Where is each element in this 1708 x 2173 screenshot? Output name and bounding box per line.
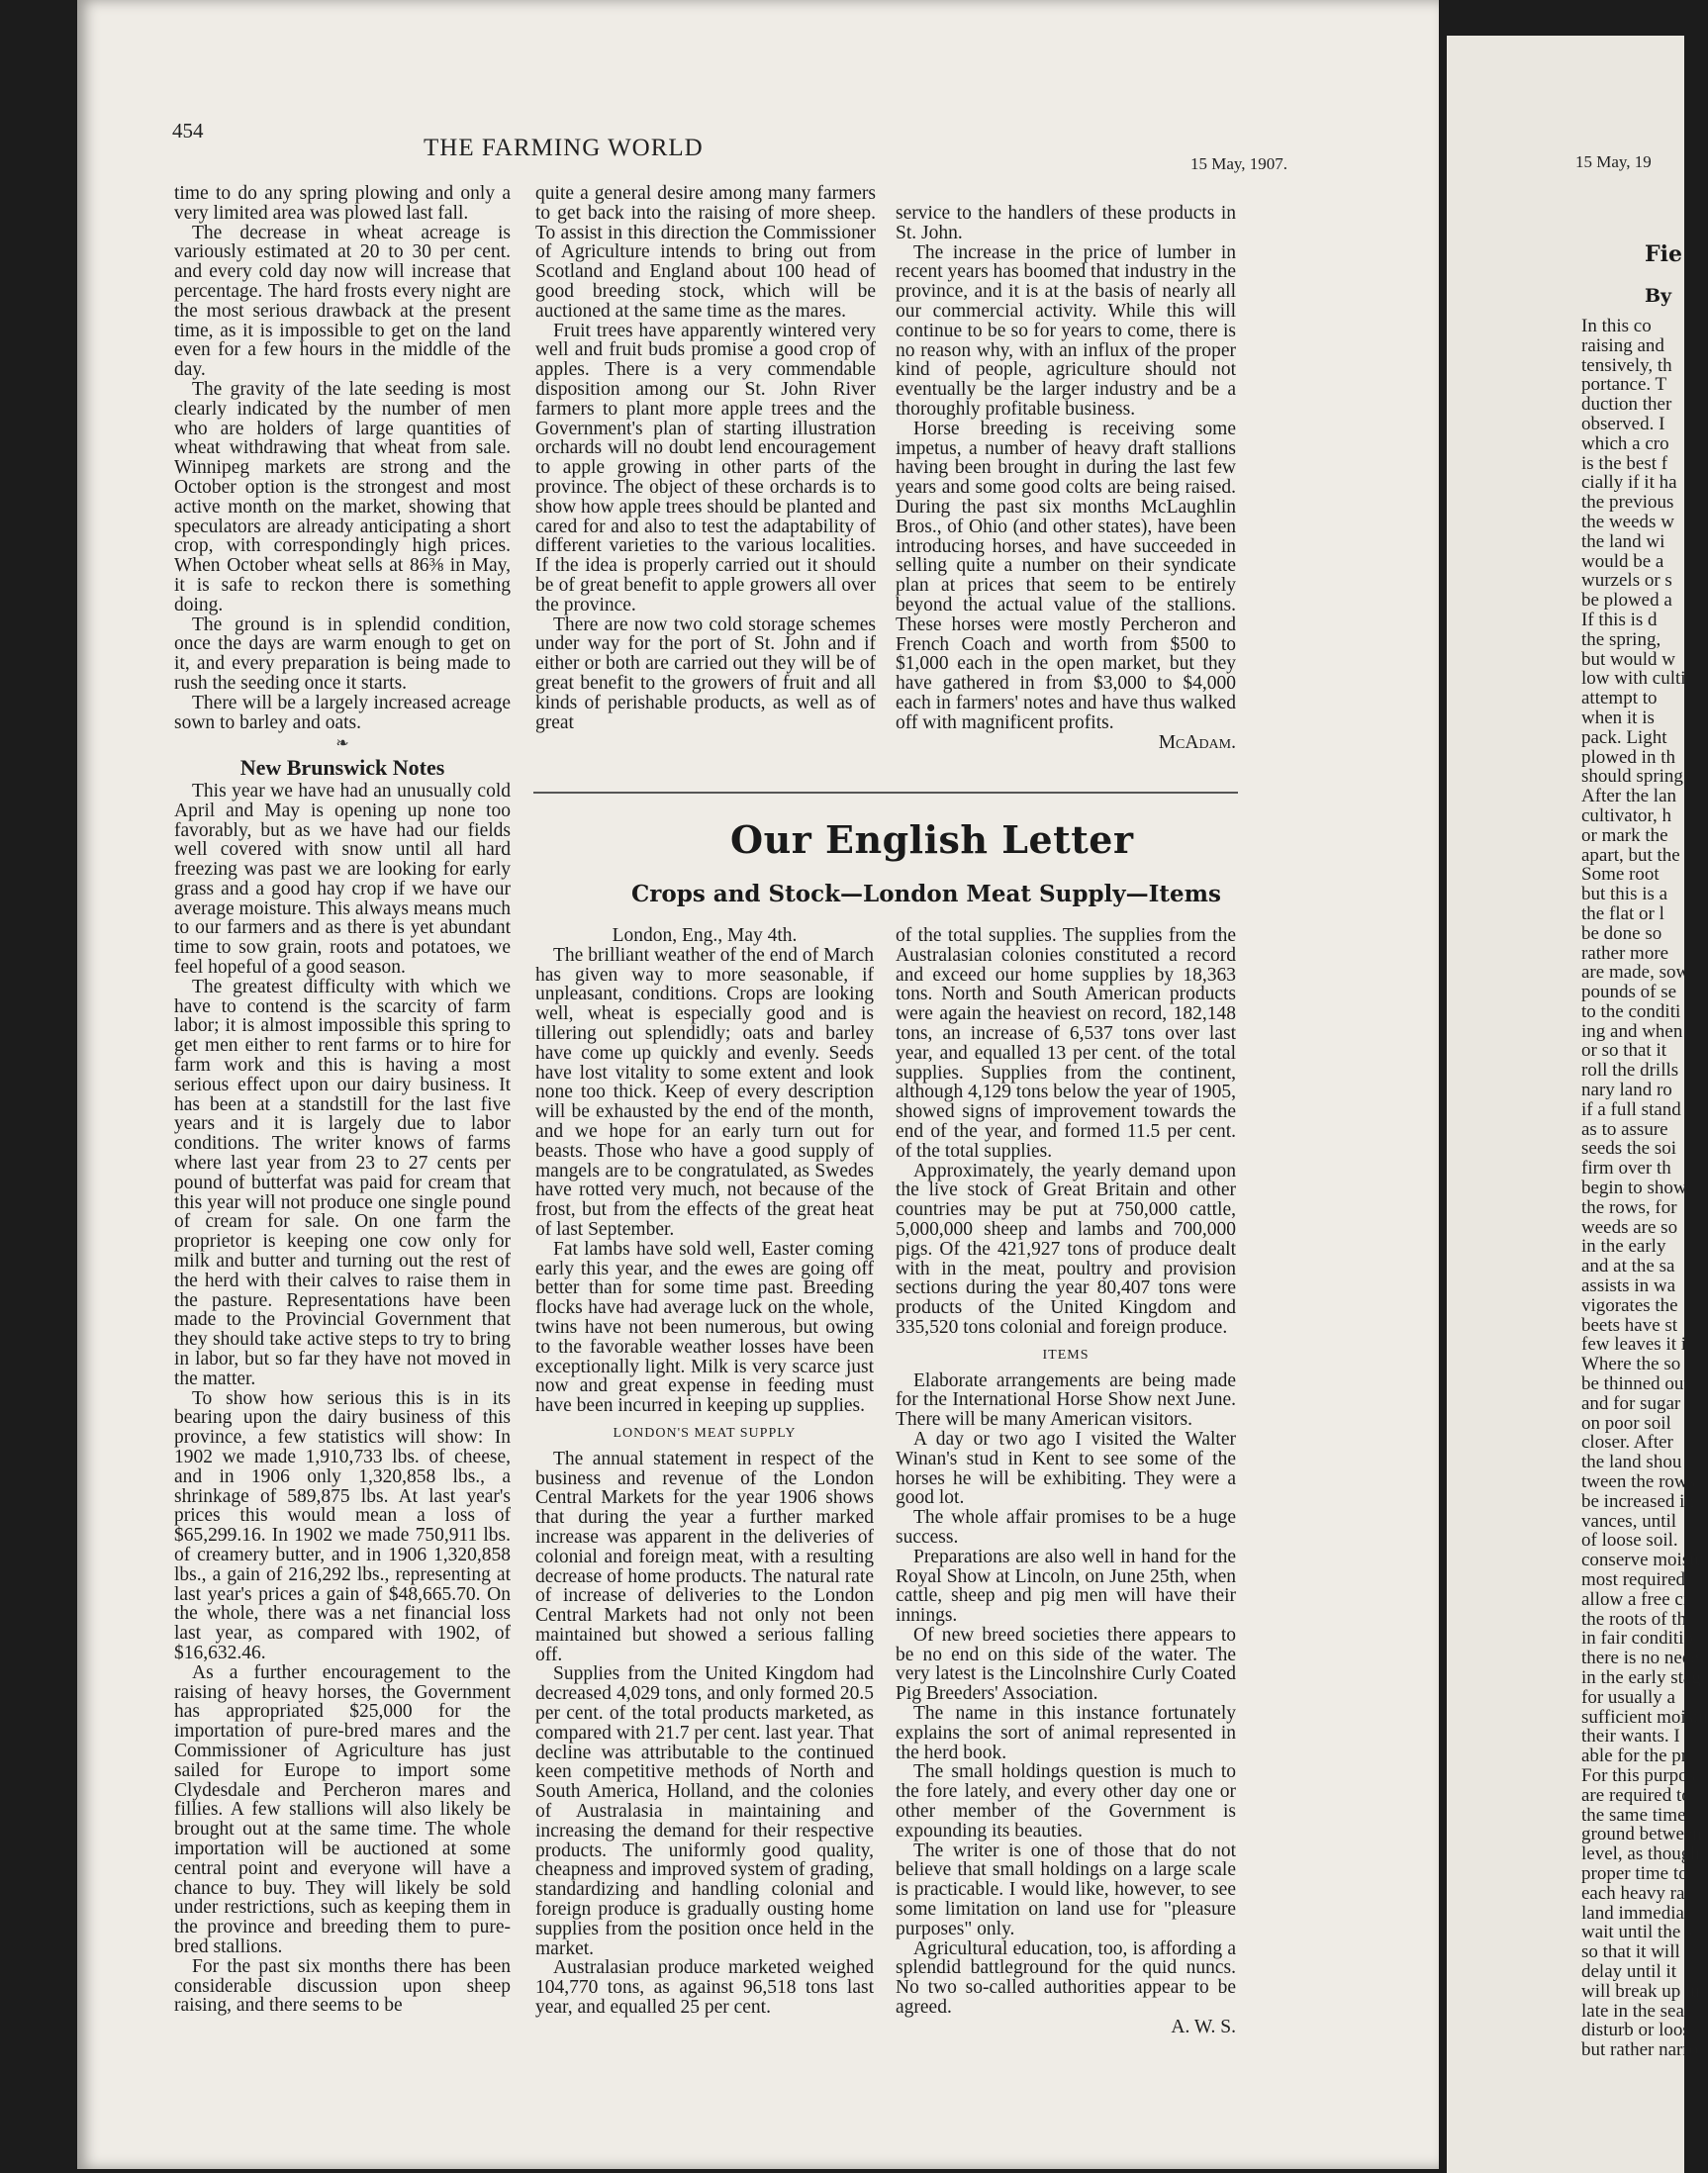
text-line: most required	[1581, 1569, 1686, 1590]
text-line: closer. After	[1581, 1432, 1673, 1454]
text-line: land immediat	[1581, 1902, 1690, 1924]
text-line: the rows, for	[1581, 1196, 1677, 1218]
text-line: rather more	[1581, 942, 1669, 964]
text-line: but rather narro	[1581, 2039, 1699, 2061]
text-line: portance. T	[1581, 374, 1667, 396]
paragraph: time to do any spring plowing and only a very limited area was plowed last fall.	[174, 183, 511, 224]
text-line: wurzels or s	[1581, 570, 1672, 592]
paragraph: The writer is one of those that do not believe that small holdings on a large scale is practicable. I would like, however, to see some limitation on land use for "pleasure purposes" only.	[896, 1840, 1236, 1939]
english-letter-column-1	[535, 926, 874, 2124]
text-line: cially if it ha	[1581, 472, 1677, 494]
text-line: vigorates the	[1581, 1294, 1678, 1316]
text-line: observed. I	[1581, 413, 1665, 434]
text-line: nary land ro	[1581, 1080, 1672, 1101]
text-line: late in the sea	[1581, 2000, 1684, 2022]
paragraph: Approximately, the yearly demand upon the live stock of Great Britain and other countries may be put at 750,000 cattle, 5,000,000 sheep and lambs and 700,000 pigs. Of the 421,927 tons of produce dealt with in the meat, poultry and provision sections during the year 80,407 tons were products of the United Kingdom and 335,520 tons colonial and foreign produce.	[896, 1160, 1236, 1338]
text-line: begin to show	[1581, 1178, 1687, 1199]
facing-page-heading: Fie	[1645, 241, 1682, 267]
paragraph: Elaborate arrangements are being made for the International Horse Show next June. There will be many American visitors.	[896, 1370, 1236, 1431]
paragraph: The increase in the price of lumber in recent years has boomed that industry in the province, and it is at the basis of nearly all our commercial activity. While this will continue to be so for years to come, there is no reason why, with an influx of the proper kind of people, agriculture should not eventually be the larger industry and be a thoroughly profitable business.	[896, 241, 1236, 420]
text-line: able for the pr	[1581, 1746, 1688, 1767]
dateline: London, Eng., May 4th.	[612, 925, 798, 946]
text-line: in fair conditio	[1581, 1628, 1693, 1650]
text-line: in the early stag	[1581, 1666, 1701, 1688]
text-line: when it is	[1581, 707, 1655, 728]
paragraph: The decrease in wheat acreage is variously estimated at 20 to 30 per cent. and every cold day now will increase that percentage. The hard frosts every night are the most serious drawback at the present time, as it is impossible to get on the land even for a few hours in the middle of the day.	[174, 222, 511, 381]
text-line: in the early	[1581, 1236, 1666, 1258]
signature: A. W. S.	[1171, 2016, 1236, 2037]
text-line: or so that it	[1581, 1040, 1667, 1062]
paragraph: A day or two ago I visited the Walter Winan's stud in Kent to see some of the horses he will be exhibiting. They were a good lot.	[896, 1428, 1236, 1509]
paragraph: Horse breeding is receiving some impetus, a number of heavy draft stallions having been brought in during the last few years and some good colts are being raised. During the past six months McLaughlin Bros., of Ohio (and other states), have been introducing horses, and have succeeded in selling quite a number on their syndicate plan at prices that seem to be entirely beyond the actual value of the stallions. These horses were mostly Percheron and French Coach and worth from $500 to $1,000 each in the open market, but they have gathered in from $3,000 to $4,000 each in farmers' notes and have thus walked off with magnificent profits.	[896, 418, 1236, 733]
text-line: but would w	[1581, 648, 1675, 670]
text-line: which a cro	[1581, 432, 1669, 454]
text-line: would be a	[1581, 550, 1664, 572]
text-line: should spring	[1581, 766, 1683, 788]
text-line: conserve moistu	[1581, 1550, 1705, 1571]
running-title: THE FARMING WORLD	[424, 135, 704, 161]
text-line: Some root	[1581, 864, 1660, 886]
text-line: If this is d	[1581, 609, 1658, 630]
subheading-meat-supply: LONDON'S MEAT SUPPLY	[613, 1425, 797, 1441]
magazine-page	[77, 0, 1439, 2169]
facing-page-fragment	[1447, 36, 1708, 2173]
text-line: duction ther	[1581, 394, 1672, 416]
text-line: For this purpos	[1581, 1764, 1696, 1786]
text-line: be done so	[1581, 922, 1662, 944]
text-line: plowed in th	[1581, 746, 1675, 768]
text-line: cultivator, h	[1581, 804, 1672, 826]
paragraph: The name in this instance fortunately explains the sort of animal represented in the herd book.	[896, 1703, 1236, 1763]
text-line: to the conditi	[1581, 1000, 1681, 1022]
text-line: or mark the	[1581, 824, 1668, 846]
paragraph: The brilliant weather of the end of March has given way to more seasonable, if unpleasant, conditions. Crops are looking well, wheat is especially good and is tillering out splendidly; oats and barley have come up quickly and evenly. Seeds have lost vitality to some extent and look none too thick. Keep of every description will be exhausted by the end of the month, and we hope for an early turn out for beasts. Those who have a good supply of mangels are to be congratulated, as Swedes have rotted very much, not because of the frost, but from the effects of the great heat of last September.	[535, 944, 874, 1240]
text-line: attempt to	[1581, 688, 1658, 709]
paragraph: of the total supplies. The supplies from the Australasian colonies constituted a record and exceed our home supplies by 18,363 tons. North and South American products were again the heaviest on record, 182,148 tons, an increase of 6,537 tons over last year, and equalled 13 per cent. of the total supplies. Supplies from the continent, although 4,129 tons below the year of 1905, showed signs of improvement towards the end of the year, and formed 11.5 per cent. of the total supplies.	[896, 925, 1236, 1162]
text-line: ing and when	[1581, 1020, 1683, 1042]
text-line: Where the so	[1581, 1354, 1681, 1375]
paragraph: Preparations are also well in hand for the Royal Show at Lincoln, on June 25th, when cattle, sheep and pig men will have their innings.	[896, 1546, 1236, 1627]
paragraph: Australasian produce marketed weighed 104,770 tons, as against 96,518 tons last year, and equalled 25 per cent.	[535, 1957, 874, 2019]
text-line: the previous	[1581, 492, 1674, 514]
text-line: be thinned out	[1581, 1373, 1689, 1395]
paragraph: service to the handlers of these products in St. John.	[896, 203, 1236, 243]
text-line: on poor soil	[1581, 1412, 1671, 1434]
text-line: are made, sow	[1581, 962, 1690, 984]
text-line: low with culti	[1581, 668, 1686, 690]
paragraph: The small holdings question is much to the fore lately, and every other day one or other member of the Government is expounding its beauties.	[896, 1761, 1236, 1842]
paragraph: Supplies from the United Kingdom had decreased 4,029 tons, and only formed 20.5 per cent. of the total products marketed, as compared with 21.7 per cent. last year. That decline was attributable to the continued keen competitive methods of North and South America, Holland, and the colonies of Australasia in maintaining and increasing the demand for their respective products. The uniformly good quality, cheapness and improved system of grading, standardizing and handling colonial and foreign produce is gradually ousting home supplies from the position once held in the market.	[535, 1663, 874, 1959]
text-line: disturb or loos	[1581, 2020, 1690, 2041]
text-line: In this co	[1581, 316, 1652, 336]
paragraph: For the past six months there has been considerable discussion upon sheep raising, and there seems to be	[174, 1955, 511, 2017]
paragraph: To show how serious this is in its bearing upon the dairy business of this province, a few statistics will show: In 1902 we made 1,910,733 lbs. of cheese, and in 1906 only 1,320,858 lbs., a shrinkage of 589,875 lbs. At last year's prices this would mean a loss of $65,299.16. In 1902 we made 750,911 lbs. of creamery butter, and in 1906 1,320,858 lbs., a gain of 216,292 lbs., representing at last year's prices a gain of $48,665.70. On the whole, there was a net financial loss last year, as compared with 1902, of $16,632.46.	[174, 1387, 511, 1663]
text-line: if a full stand	[1581, 1098, 1681, 1120]
paragraph: The greatest difficulty with which we have to contend is the scarcity of farm labor; it is almost impossible this spring to get men either to rent farms or to hire for farm work and this is having a most serious effect upon our dairy business. It has been at a standstill for the last five years and it is largely due to labor conditions. The writer knows of farms where last year from 23 to 27 cents per pound of butterfat was paid for cream that this year will not produce one single pound of cream for sale. On one farm the proprietor is keeping one cow only for milk and butter and turning out the rest of the herd with their calves to raise them in the pasture. Representations have been made to the Provincial Government that they should take active steps to try to bring in labor, but so far they have not moved in the matter.	[174, 976, 511, 1389]
page-number: 454	[172, 119, 204, 142]
english-letter-column-2	[896, 926, 1236, 2133]
text-line: vances, until	[1581, 1510, 1677, 1532]
text-line: pack. Light	[1581, 726, 1667, 748]
text-line: is the best f	[1581, 452, 1668, 474]
text-line: assists in wa	[1581, 1275, 1675, 1297]
text-line: roll the drills	[1581, 1060, 1679, 1082]
text-line: the same time	[1581, 1804, 1686, 1826]
text-line: raising and	[1581, 334, 1664, 356]
text-line: their wants. I	[1581, 1726, 1680, 1748]
text-line: After the lan	[1581, 786, 1677, 807]
text-line: are required to	[1581, 1784, 1691, 1806]
paragraph: The whole affair promises to be a huge success.	[896, 1507, 1236, 1548]
paragraph: The gravity of the late seeding is most clearly indicated by the number of men who are holders of large quantities of wheat withdrawing that wheat from sale. Winnipeg markets are strong and the October option is the strongest and most active month on the market, showing that speculators are already anticipating a short crop, with correspondingly high prices. When October wheat sells at 86⅜ in May, it is safe to reckon there is something doing.	[174, 378, 511, 615]
subheading-items: ITEMS	[1042, 1347, 1090, 1363]
text-line: and for sugar	[1581, 1392, 1681, 1414]
paragraph: Agricultural education, too, is affording a splendid battleground for the quid nuncs. No two so-called authorities appear to be agreed.	[896, 1937, 1236, 2019]
text-line: pounds of se	[1581, 982, 1677, 1003]
text-line: for usually a	[1581, 1686, 1675, 1708]
text-line: tween the rows	[1581, 1471, 1696, 1493]
column-3-top	[896, 204, 1236, 788]
text-line: the roots of th	[1581, 1608, 1687, 1630]
facing-page-byline: By	[1645, 285, 1672, 307]
text-line: of loose soil.	[1581, 1530, 1678, 1552]
section-rule	[533, 792, 1238, 794]
text-line: and at the sa	[1581, 1256, 1675, 1277]
column-1	[174, 184, 511, 2124]
text-line: proper time to	[1581, 1862, 1688, 1884]
text-line: each heavy rai	[1581, 1882, 1690, 1904]
paragraph: There are now two cold storage schemes under way for the port of St. John and if either or both are carried out they will be of great benefit to the growers of fruit and all kinds of perishable products, as well as of great	[535, 614, 876, 733]
section-heading-new-brunswick: New Brunswick Notes	[239, 755, 445, 781]
paragraph: Fruit trees have apparently wintered very well and fruit buds promise a good crop of apples. There is a very commendable disposition among our St. John River farmers to plant more apple trees and the Government's plan of starting illustration orchards will no doubt lend encouragement to apple growing in other parts of the province. The object of these orchards is to show how apple trees should be planted and cared for and also to test the adaptability of different varieties to the various localities. If the idea is properly carried out it should be of great benefit to apple growers all over the province.	[535, 320, 876, 615]
text-line: there is no nece	[1581, 1648, 1699, 1669]
facing-page-date: 15 May, 19	[1575, 152, 1652, 171]
text-line: level, as though	[1581, 1843, 1700, 1865]
text-line: so that it will	[1581, 1941, 1680, 1963]
text-line: as to assure	[1581, 1118, 1668, 1140]
text-line: delay until it	[1581, 1960, 1677, 1982]
text-line: apart, but the	[1581, 844, 1680, 866]
article-title: Our English Letter	[730, 817, 1134, 862]
paragraph: quite a general desire among many farmers to get back into the raising of more sheep. To assist in this direction the Commissioner of Agriculture intends to bring out from Scotland and England about 100 head of good breeding stock, which will be auctioned at the same time as the mares.	[535, 183, 876, 322]
text-line: seeds the soi	[1581, 1138, 1677, 1160]
text-line: ground between	[1581, 1824, 1702, 1845]
text-line: few leaves it i	[1581, 1334, 1687, 1356]
text-line: wait until the s	[1581, 1922, 1693, 1943]
paragraph: The annual statement in respect of the business and revenue of the London Central Markets for the year 1906 shows that during the year a further marked increase was apparent in the deliveries of colonial and foreign meat, with a resulting decrease of home products. The natural rate of increase of deliveries to the London Central Markets had not only not been maintained but showed a serious falling off.	[535, 1448, 874, 1665]
text-line: weeds are so	[1581, 1216, 1678, 1238]
text-line: beets have st	[1581, 1314, 1678, 1336]
text-line: be plowed a	[1581, 590, 1672, 612]
paragraph: Of new breed societies there appears to be no end on this side of the water. The very latest is the Lincolnshire Curly Coated Pig Breeders' Association.	[896, 1624, 1236, 1705]
text-line: firm over th	[1581, 1158, 1671, 1180]
paragraph: As a further encouragement to the raising of heavy horses, the Government has appropriated $25,000 for the importation of pure-bred mares and the Commissioner of Agriculture has just sailed for Europe to import some Clydesdale and Percheron mares and fillies. A few stallions will also likely be brought out at the same time. The whole importation will be auctioned at some central point and everyone will have a chance to buy. They will likely be sold under restrictions, such as keeping them in the province and breeding them to pure-bred stallions.	[174, 1661, 511, 1957]
text-line: sufficient moistu	[1581, 1706, 1708, 1728]
text-line: the land wi	[1581, 530, 1665, 552]
signature: McAdam.	[1158, 731, 1236, 753]
article-subtitle: Crops and Stock—London Meat Supply—Items	[631, 881, 1221, 907]
paragraph: Fat lambs have sold well, Easter coming early this year, and the ewes are going off better than for some time past. Breeding flocks have had average luck on the whole, twins have not been numerous, but owing to the favorable weather losses have been exceptionally light. Milk is very scarce just now and great expense in feeding must have been incurred in keeping up supplies.	[535, 1238, 874, 1417]
ornament: ❧	[335, 735, 349, 753]
paragraph: There will be a largely increased acreage sown to barley and oats.	[174, 692, 511, 733]
paragraph: The ground is in splendid condition, once the days are warm enough to get on it, and every preparation is being made to rush the seeding once it starts.	[174, 614, 511, 694]
facing-page-text	[1581, 317, 1708, 2060]
text-line: will break up lu	[1581, 1980, 1700, 2002]
issue-date: 15 May, 1907.	[1190, 154, 1288, 173]
text-line: the flat or l	[1581, 902, 1664, 924]
text-line: allow a free ci	[1581, 1588, 1689, 1610]
text-line: tensively, th	[1581, 354, 1672, 376]
text-line: be increased in	[1581, 1490, 1694, 1512]
text-line: but this is a	[1581, 884, 1668, 905]
paragraph: This year we have had an unusually cold April and May is opening up none too favorably, but as we have had our fields well covered with snow until all hard freezing was past we are looking for early grass and a good hay crop if we have our average moisture. This always means much to our farmers and as there is yet abundant time to sow grain, roots and potatoes, we feel hopeful of a good season.	[174, 780, 511, 979]
column-2-top	[535, 184, 876, 788]
text-line: the land shou	[1581, 1452, 1682, 1473]
text-line: the weeds w	[1581, 511, 1674, 532]
text-line: the spring,	[1581, 628, 1661, 650]
